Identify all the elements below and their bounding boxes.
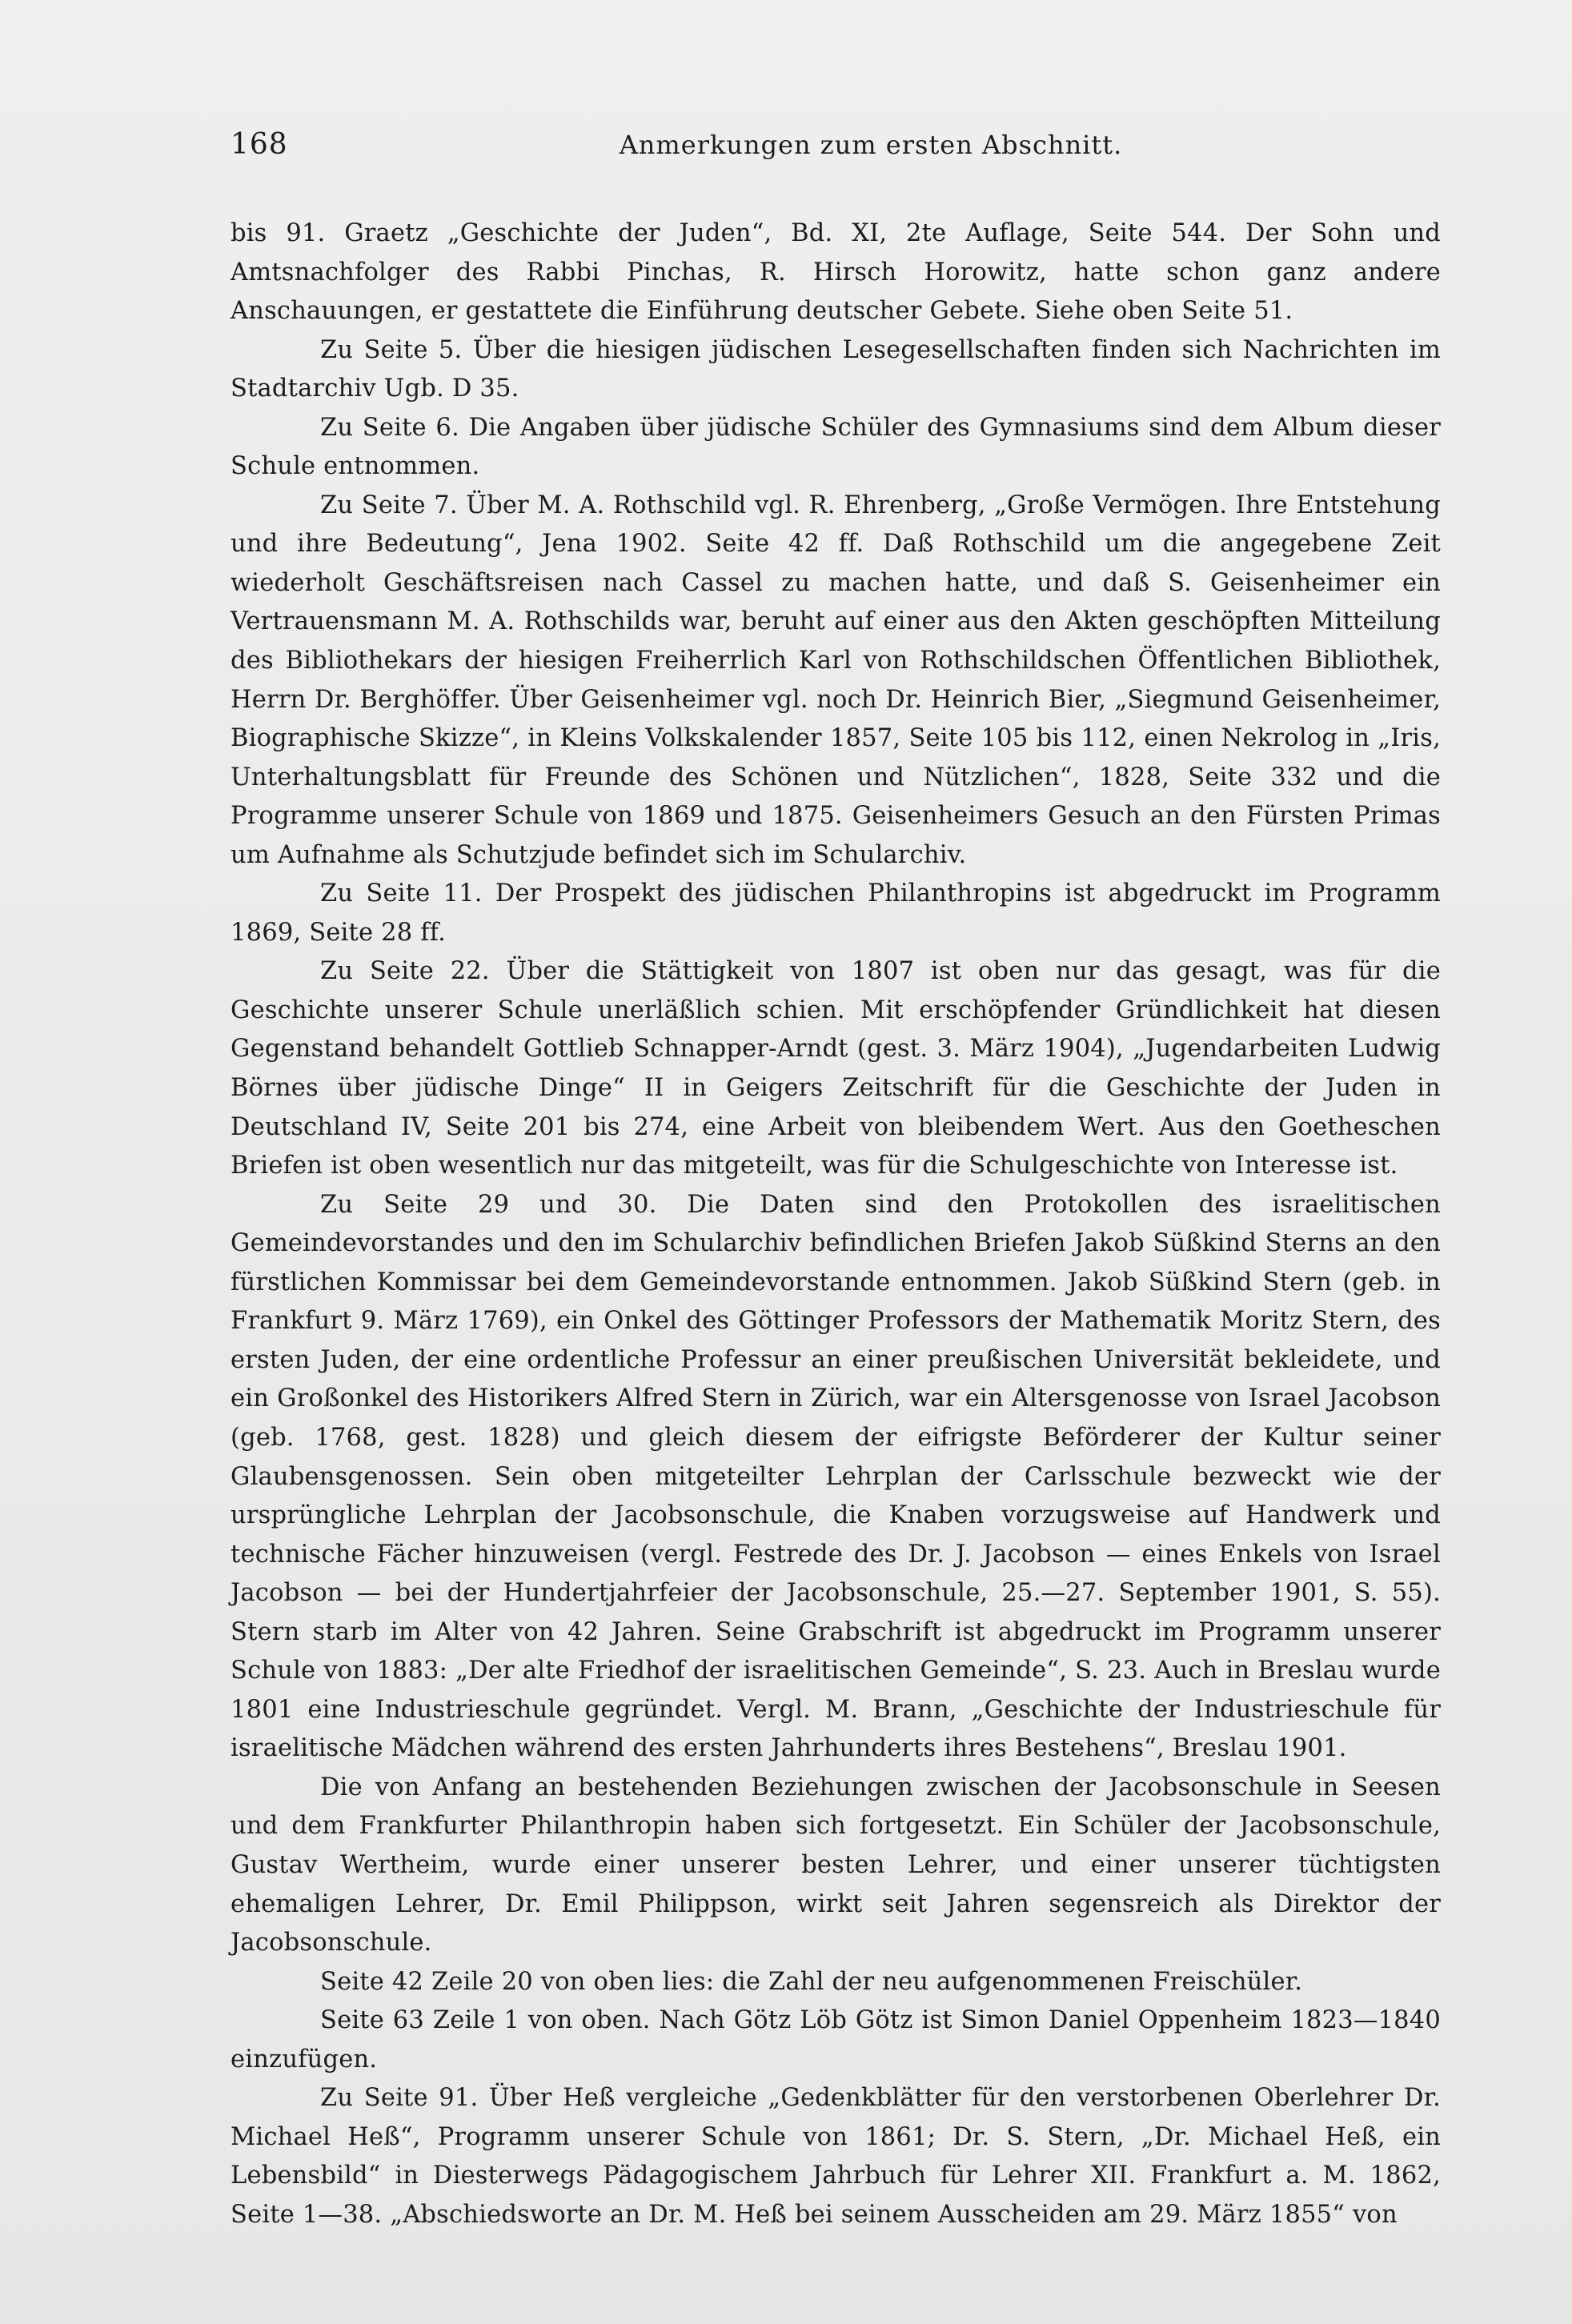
paragraph-jacobsonschule: Die von Anfang an bestehenden Beziehungen zwischen der Jacobsonschule in Seesen und dem Frankfurter Philanthropin haben sich fortgesetzt. Ein Schüler der Jacobsonschule, Gustav Wertheim, wurde einer unserer besten Lehrer, und einer unserer tüchtigsten ehemaligen Lehrer, Dr. Emil Philippson, wirkt seit Jahren segensreich als Direktor der Jacobsonschule. bbox=[231, 1773, 1441, 1957]
page-number: 168 bbox=[231, 128, 288, 161]
paragraph-seite-42: Seite 42 Zeile 20 von oben lies: die Zahl der neu aufgenommenen Freischüler. bbox=[320, 1967, 1303, 1996]
paragraph-seite-91: Zu Seite 91. Über Heß vergleiche „Gedenkblätter für den verstorbenen Oberlehrer Dr. Michael Heß“, Programm unserer Schule von 1861; Dr. S. Stern, „Dr. Michael Heß, ein Lebensbild“ in Diesterwegs Pädagogischem Jahrbuch für Lehrer XII. Frankfurt a. M. 1862, Seite 1—38. „Abschiedsworte an Dr. M. Heß bei seinem Ausscheiden am 29. März 1855“ von bbox=[231, 2084, 1441, 2229]
paragraph-seite-63: Seite 63 Zeile 1 von oben. Nach Götz Löb Götz ist Simon Daniel Oppenheim 1823—1840 einzufügen. bbox=[231, 2006, 1441, 2074]
paragraph-seite-5: Zu Seite 5. Über die hiesigen jüdischen Lesegesellschaften finden sich Nachrichten im Stadtarchiv Ugb. D 35. bbox=[231, 335, 1441, 403]
running-head: Anmerkungen zum ersten Abschnitt. bbox=[619, 130, 1123, 160]
paragraph-graetz: bis 91. Graetz „Geschichte der Juden“, Bd. XI, 2te Auflage, Seite 544. Der Sohn und Amtsnachfolger des Rabbi Pinchas, R. Hirsch Horowitz, hatte schon ganz andere Anschauungen, er gestattete die Einführung deutscher Gebete. Siehe oben Seite 51. bbox=[231, 219, 1441, 326]
body-text bbox=[231, 214, 1441, 2234]
paragraph-seite-29-30: Zu Seite 29 und 30. Die Daten sind den Protokollen des israelitischen Gemeindevorstandes und den im Schularchiv befindlichen Briefen Jakob Süßkind Sterns an den fürstlichen Kommissar bei dem Gemeindevorstande entnommen. Jakob Süßkind Stern (geb. in Frankfurt 9. März 1769), ein Onkel des Göttinger Professors der Mathematik Moritz Stern, des ersten Juden, der eine ordentliche Professur an einer preußischen Universität bekleidete, und ein Großonkel des Historikers Alfred Stern in Zürich, war ein Altersgenosse von Israel Jacobson (geb. 1768, gest. 1828) und gleich diesem der eifrigste Beförderer der Kultur seiner Glaubensgenossen. Sein oben mitgeteilter Lehrplan der Carlsschule bezweckt wie der ursprüngliche Lehrplan der Jacobsonschule, die Knaben vorzugsweise auf Handwerk und technische Fächer hinzuweisen (vergl. Festrede des Dr. J. Jacobson — eines Enkels von Israel Jacobson — bei der Hundertjahrfeier der Jacobsonschule, 25.—27. September 1901, S. 55). Stern starb im Alter von 42 Jahren. Seine Grabschrift ist abgedruckt im Programm unserer Schule von 1883: „Der alte Friedhof der israelitischen Gemeinde“, S. 23. Auch in Breslau wurde 1801 eine Industrieschule gegründet. Vergl. M. Brann, „Geschichte der Industrieschule für israelitische Mädchen während des ersten Jahrhunderts ihres Bestehens“, Breslau 1901. bbox=[231, 1190, 1441, 1763]
paragraph-seite-22: Zu Seite 22. Über die Stättigkeit von 1807 ist oben nur das gesagt, was für die Geschichte unserer Schule unerläßlich schien. Mit erschöpfender Gründlichkeit hat diesen Gegenstand behandelt Gottlieb Schnapper-Arndt (gest. 3. März 1904), „Jugendarbeiten Ludwig Börnes über jüdische Dinge“ II in Geigers Zeitschrift für die Geschichte der Juden in Deutschland IV, Seite 201 bis 274, eine Arbeit von bleibendem Wert. Aus den Goetheschen Briefen ist oben wesentlich nur das mitgeteilt, was für die Schulgeschichte von Interesse ist. bbox=[231, 957, 1441, 1180]
paragraph-seite-6: Zu Seite 6. Die Angaben über jüdische Schüler des Gymnasiums sind dem Album dieser Schule entnommen. bbox=[231, 413, 1441, 481]
paragraph-seite-7: Zu Seite 7. Über M. A. Rothschild vgl. R. Ehrenberg, „Große Vermögen. Ihre Entstehung und ihre Bedeutung“, Jena 1902. Seite 42 ff. Daß Rothschild um die angegebene Zeit wiederholt Geschäftsreisen nach Cassel zu machen hatte, und daß S. Geisenheimer ein Vertrauensmann M. A. Rothschilds war, beruht auf einer aus den Akten geschöpften Mitteilung des Bibliothekars der hiesigen Freiherrlich Karl von Rothschildschen Öffentlichen Bibliothek, Herrn Dr. Berghöffer. Über Geisenheimer vgl. noch Dr. Heinrich Bier, „Siegmund Geisenheimer, Biographische Skizze“, in Kleins Volkskalender 1857, Seite 105 bis 112, einen Nekrolog in „Iris, Unterhaltungsblatt für Freunde des Schönen und Nützlichen“, 1828, Seite 332 und die Programme unserer Schule von 1869 und 1875. Geisenheimers Gesuch an den Fürsten Primas um Aufnahme als Schutzjude befindet sich im Schularchiv. bbox=[231, 491, 1441, 869]
page-header bbox=[231, 128, 1441, 170]
paragraph-seite-11: Zu Seite 11. Der Prospekt des jüdischen Philanthropins ist abgedruckt im Programm 1869, Seite 28 ff. bbox=[231, 880, 1441, 947]
